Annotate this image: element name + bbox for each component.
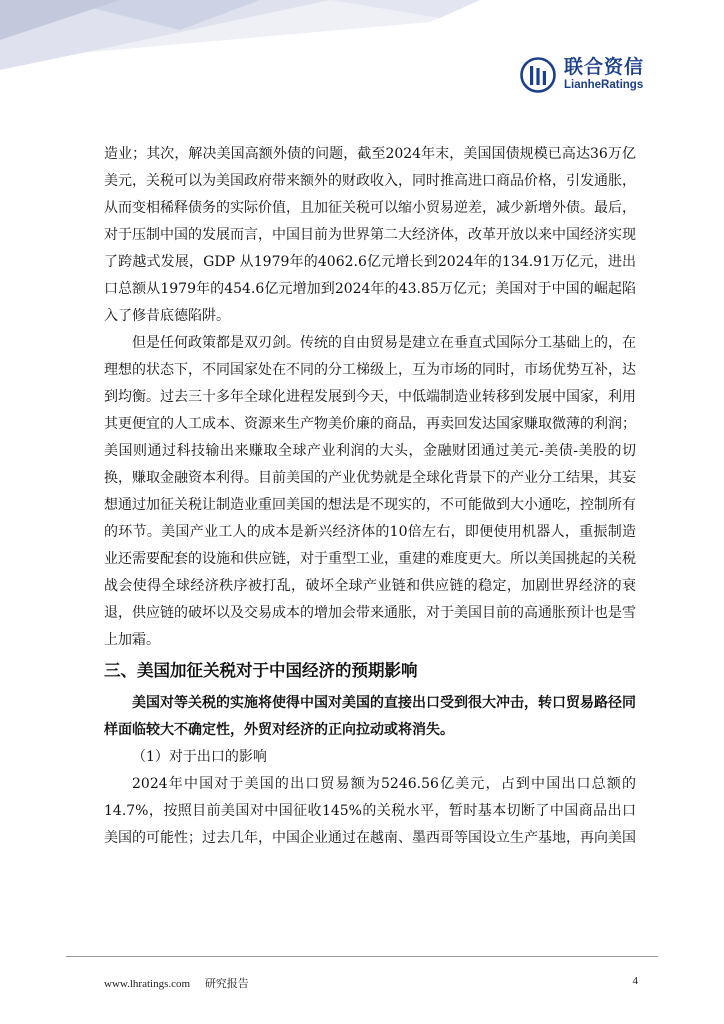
report-body: [104, 141, 636, 852]
section-heading: 三、美国加征关税对于中国经济的预期影响: [104, 661, 418, 680]
page-number: 4: [632, 975, 638, 987]
lianhe-logo-icon: [520, 57, 556, 93]
footer-left: [104, 975, 249, 991]
body-paragraph: 造业；其次，解决美国高额外债的问题，截至2024年末，美国国债规模已高达36万亿美元，关税可以为美国政府带来额外的财政收入，同时推高进口商品价格，引发通胀，从而变相稀释债务的实际价值，且加征关税可以缩小贸易逆差，减少新增外债。最后，对于压制中国的发展而言，中国目前为世界第二大经济体，改革开放以来中国经济实现了跨越式发展，GDP 从1979年的4062.6亿元增长到2024年的134.91万亿元，进出口总额从1979年的454.6亿元增加到2024年的43.85万亿元；美国对于中国的崛起陷入了修昔底德陷阱。: [104, 146, 636, 324]
footer-doc-type: 研究报告: [204, 978, 249, 990]
brand-name-cn: 联合资信: [563, 56, 644, 79]
brand-logo: [520, 56, 644, 94]
key-finding-paragraph: 美国对等关税的实施将使得中国对美国的直接出口受到很大冲击，转口贸易路径同样面临较大不确定性，外贸对经济的正向拉动或将消失。: [104, 695, 636, 738]
footer-divider: [66, 956, 658, 957]
body-paragraph: 但是任何政策都是双刃剑。传统的自由贸易是建立在垂直式国际分工基础上的，在理想的状态下，不同国家处在不同的分工梯级上，互为市场的同时，市场优势互补，达到均衡。过去三十多年全球化进程发展到今天，中低端制造业转移到发展中国家，利用其更便宜的人工成本、资源来生产物美价廉的商品，再卖回发达国家赚取微薄的利润；美国则通过科技输出来赚取全球产业利润的大头，金融财团通过美元-美债-美股的切换，赚取金融资本利得。目前美国的产业优势就是全球化背景下的产业分工结果，其妄想通过加征关税让制造业重回美国的想法是不现实的，不可能做到大小通吃，控制所有的环节。美国产业工人的成本是新兴经济体的10倍左右，即便使用机器人，重振制造业还需要配套的设施和供应链，对于重型工业，重建的难度更大。所以美国挑起的关税战会使得全球经济秩序被打乱，破坏全球产业链和供应链的稳定，加剧世界经济的衰退，供应链的破坏以及交易成本的增加会带来通胀，对于美国目前的高通胀预计也是雪上加霜。: [104, 335, 636, 648]
subsection-heading: （1）对于出口的影响: [132, 749, 267, 765]
body-paragraph: 2024年中国对于美国的出口贸易额为5246.56亿美元，占到中国出口总额的14.7%，按照目前美国对中国征收145%的关税水平，暂时基本切断了中国商品出口美国的可能性；过去几年，中国企业通过在越南、墨西哥等国设立生产基地，再向美国: [104, 776, 636, 846]
footer-website: www.lhratings.com: [104, 978, 191, 990]
brand-name-en: LianheRatings: [563, 79, 644, 92]
